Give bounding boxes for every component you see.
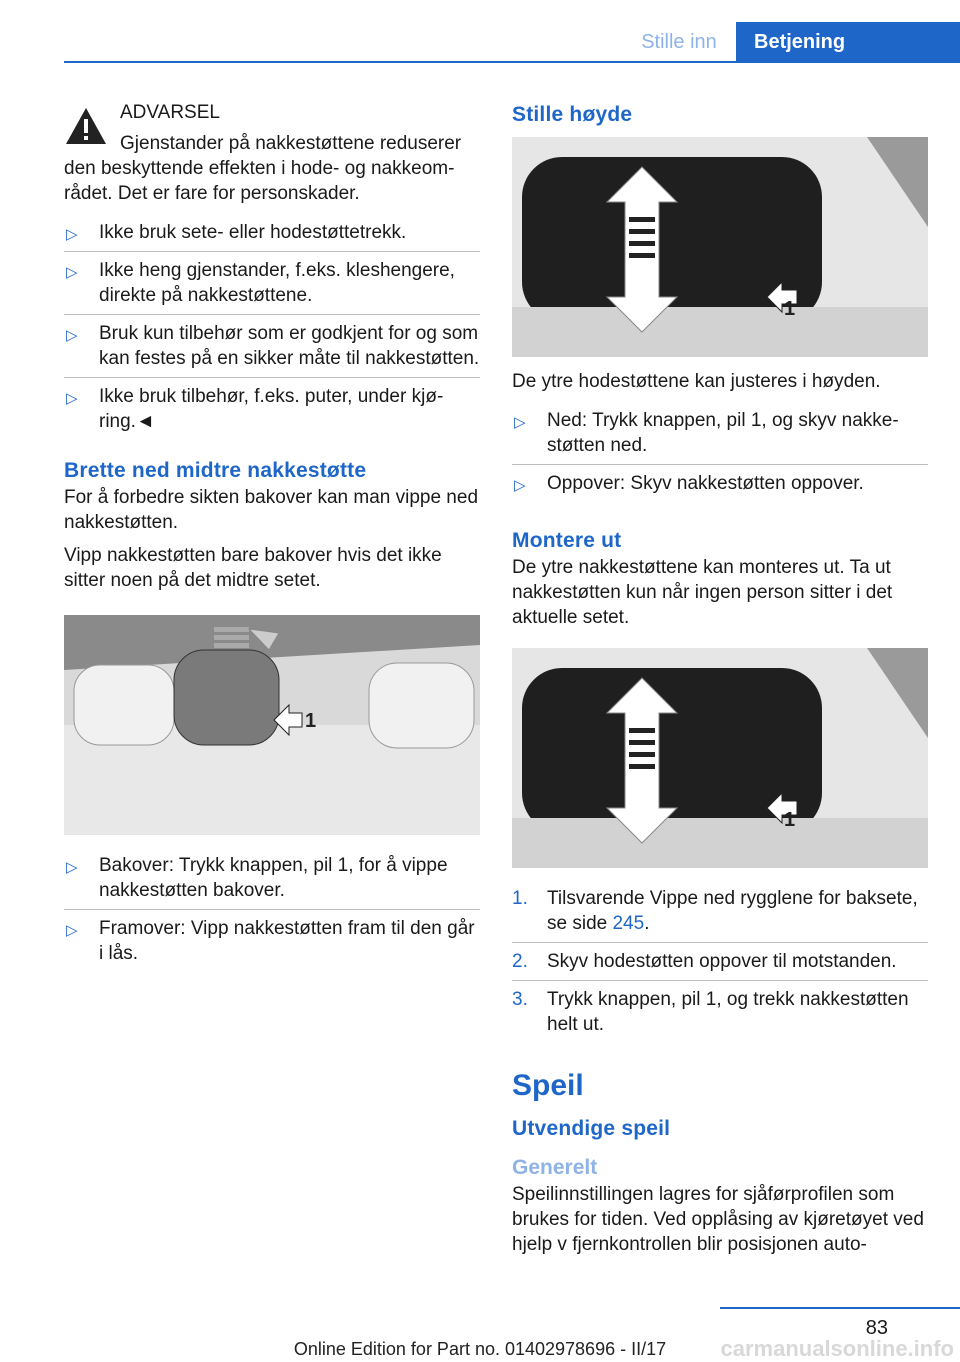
warning-box (64, 100, 480, 440)
subsection-title-generelt: Generelt (512, 1156, 598, 1179)
list-item-text: Ikke bruk sete- eller hodestøttetrekk. (99, 222, 407, 243)
figure-callout-label: 1 (784, 809, 796, 831)
warning-text: Gjenstander på nakkestøttene reduserer den beskyttende effekten i hode- og nakkeområdet. Det er fare for personskader. (64, 133, 462, 204)
triangle-bullet-icon: ▷ (66, 226, 78, 243)
chapter-title-speil: Speil (512, 1069, 584, 1102)
section-title-stille-hoyde: Stille høyde (512, 103, 633, 126)
step-number: 3. (512, 989, 528, 1010)
fold-instructions-list (64, 847, 480, 972)
triangle-bullet-icon: ▷ (514, 414, 526, 431)
removal-steps-list (512, 880, 928, 1043)
height-adjust-figure (512, 137, 928, 357)
list-item (64, 377, 480, 440)
triangle-bullet-icon: ▷ (514, 477, 526, 494)
list-item (512, 880, 928, 942)
paragraph: For å forbedre sikten bakover kan man vippe ned nakkestøtten. (64, 487, 479, 533)
triangle-bullet-icon: ▷ (66, 390, 78, 407)
step-text: Skyv hodestøtten oppover til motstanden. (547, 951, 897, 972)
list-item (512, 942, 928, 980)
step-text: Tilsvarende Vippe ned rygglene for baksete, se side (547, 888, 918, 934)
figure-callout-label: 1 (305, 710, 317, 732)
warning-title: ADVARSEL (120, 102, 220, 123)
list-item-text: Oppover: Skyv nakkestøtten oppover. (547, 473, 864, 494)
height-instructions-list (512, 402, 928, 502)
list-item-text: Bakover: Trykk knappen, pil 1, for å vippe nakkestøtten bakover. (99, 855, 448, 901)
step-number: 1. (512, 888, 528, 909)
list-item (512, 980, 928, 1043)
list-item (64, 847, 480, 909)
page-link[interactable]: 245 (612, 913, 645, 934)
triangle-bullet-icon: ▷ (66, 327, 78, 344)
rear-seat-headrest-figure (64, 615, 480, 835)
list-item-text: Ikke bruk tilbehør, f.eks. puter, under kjøring.◄ (99, 386, 444, 432)
headrest-illustration (64, 615, 480, 835)
section-title-utvendige-speil: Utvendige speil (512, 1117, 671, 1140)
list-item-text: Ikke heng gjenstander, f.eks. kleshengere, direkte på nakkestøttene. (99, 260, 455, 306)
paragraph: Speilinnstillingen lagres for sjåførprofilen som brukes for tiden. Ved opplåsing av kjøretøyet ved hjelp v fjernkontrollen blir posisjonen auto- (512, 1184, 924, 1255)
page-number: 83 (865, 1317, 888, 1339)
list-item-text: Framover: Vipp nakkestøtten fram til den går i lås. (99, 918, 475, 964)
footer-rule (720, 1307, 960, 1309)
list-item (512, 402, 928, 464)
tab-stille-inn[interactable]: Stille inn (641, 31, 717, 53)
list-item-text: Ned: Trykk knappen, pil 1, og skyv nakkestøtten ned. (547, 410, 899, 456)
paragraph: De ytre hodestøttene kan justeres i høyden. (512, 371, 881, 392)
section-title-montere-ut: Montere ut (512, 529, 622, 552)
right-column (512, 100, 928, 1265)
list-item (64, 314, 480, 377)
list-item (512, 464, 928, 502)
tab-betjening[interactable]: Betjening (736, 22, 960, 62)
step-text-end: . (644, 913, 650, 934)
list-item (64, 214, 480, 251)
step-number: 2. (512, 951, 528, 972)
list-item (64, 251, 480, 314)
list-item (64, 909, 480, 972)
step-text: Trykk knappen, pil 1, og trekk nakkestøtten helt ut. (547, 989, 909, 1035)
triangle-bullet-icon: ▷ (66, 922, 78, 939)
removal-figure (512, 648, 928, 868)
headrest-removal-illustration (512, 648, 928, 868)
triangle-bullet-icon: ▷ (66, 264, 78, 281)
paragraph: De ytre nakkestøttene kan monteres ut. Ta ut nakkestøtten kun når ingen person sitter i det aktuelle setet. (512, 557, 893, 628)
edition-footer: Online Edition for Part no. 01402978696 - II/17 (293, 1339, 667, 1359)
warning-list (64, 214, 480, 440)
figure-callout-label: 1 (784, 298, 796, 320)
left-column (64, 100, 480, 972)
list-item-text: Bruk kun tilbehør som er godkjent for og som kan festes på en sikker måte til nakkestøtten. (99, 323, 480, 369)
triangle-bullet-icon: ▷ (66, 859, 78, 876)
warning-triangle-icon (64, 106, 108, 146)
section-title-brette-ned: Brette ned midtre nakkestøtte (64, 459, 367, 482)
headrest-height-illustration (512, 137, 928, 357)
watermark: carmanualsonline.info (720, 1336, 954, 1361)
paragraph: Vipp nakkestøtten bare bakover hvis det ikke sitter noen på det midtre setet. (64, 545, 442, 591)
